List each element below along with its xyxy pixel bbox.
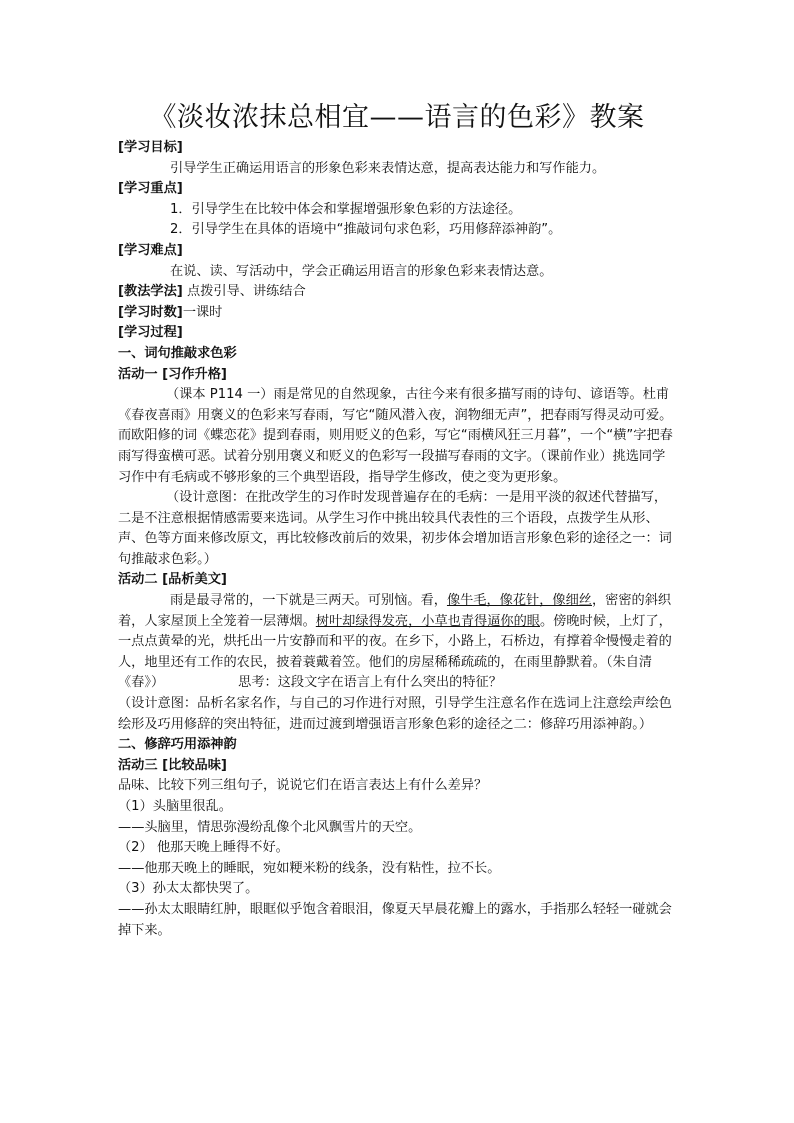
key-points-label: [学习重点] xyxy=(118,181,183,197)
methods-text: 点拨引导、讲练结合 xyxy=(182,284,306,300)
passage-text: 雨是最寻常的，一下就是三两天。可别恼。看， xyxy=(170,593,447,609)
think-question: 思考：这段文字在语言上有什么突出的特征？ xyxy=(238,675,502,691)
comparison-line: ——孙太太眼睛红肿，眼眶似乎饱含着眼泪，像夏天早晨花瓣上的露水，手指那么轻轻一碰就会掉下来。 xyxy=(118,901,672,938)
section2-heading: 二、修辞巧用添神韵 xyxy=(118,737,237,753)
activity2-passage xyxy=(118,591,678,694)
comparison-line: ——他那天晚上的睡眠，宛如粳米粉的线条，没有粘性，拉不长。 xyxy=(118,860,501,876)
hours-label: [学习时数] xyxy=(118,304,183,320)
activity2-design-note: （设计意图：品析名家名作，与自己的习作进行对照，引导学生注意名作在选词上注意绘声绘色绘形及巧用修辞的突出特征，进而过渡到增强语言形象色彩的途径之二：修辞巧用添神韵。） xyxy=(118,696,672,732)
passage-underlined: 树叶却绿得发亮，小草也青得逼你的眼 xyxy=(315,613,540,629)
passage-text: ，密密的斜织着，人家屋顶上全笼着一层薄烟。 xyxy=(118,593,672,629)
key-point-item: 2．引导学生在具体的语境中“推敲词句求色彩，巧用修辞添神韵”。 xyxy=(170,222,562,238)
hours-row xyxy=(118,303,678,324)
activity1-design-note: （设计意图：在批改学生的习作时发现普遍存在的毛病：一是用平淡的叙述代替描写，二是不注意根据情感需要来选词。从学生习作中挑出较具代表性的三个语段，点拨学生从形、声、色等方面来修改原文，再比较修改前后的效果，初步体会增加语言形象色彩的途径之一：词句推敲求色彩。） xyxy=(118,490,672,567)
passage-underlined: 像牛毛，像花针，像细丝 xyxy=(446,593,592,609)
key-point-item: 1．引导学生在比较中体会和掌握增强形象色彩的方法途径。 xyxy=(170,201,522,217)
comparison-line: （2） 他那天晚上睡得不好。 xyxy=(118,840,289,856)
objectives-text: 引导学生正确运用语言的形象色彩来表情达意，提高表达能力和写作能力。 xyxy=(170,160,606,176)
methods-row xyxy=(118,282,678,303)
activity1-paragraph: （课本 P114 一）雨是常见的自然现象，古往今来有很多描写雨的诗句、谚语等。杜甫《春夜喜雨》用褒义的色彩来写春雨，写它“随风潜入夜，润物细无声”，把春雨写得灵动可爱。而欧阳修的词《蝶恋花》提到春雨，则用贬义的色彩，写它“雨横风狂三月暮”，一个“横”字把春雨写得蛮横可恶。试着分别用褒义和贬义的色彩写一段描写春雨的文字。（课前作业）挑选同学习作中有毛病或不够形象的三个典型语段，指导学生修改，使之变为更形象。 xyxy=(118,387,673,485)
activity2-label: 活动二 [品析美文] xyxy=(118,572,227,588)
difficulties-text: 在说、读、写活动中，学会正确运用语言的形象色彩来表情达意。 xyxy=(170,263,553,279)
comparison-line: （3）孙太太都快哭了。 xyxy=(118,881,259,897)
methods-label: [教法学法] xyxy=(118,284,183,300)
activity1-label: 活动一 [习作升格] xyxy=(118,366,227,382)
objectives-label: [学习目标] xyxy=(118,140,183,155)
document-body xyxy=(118,138,678,941)
passage-text: 。傍晚时候，上灯了，一点点黄晕的光，烘托出一片安静而和平的夜。在乡下，小路上，石桥边，有撑着伞慢慢走着的人，地里还有工作的农民，披着蓑戴着笠。他们的房屋稀稀疏疏的，在雨里静默着。（朱自清《春》） xyxy=(118,613,672,691)
activity3-intro: 品味、比较下列三组句子，说说它们在语言表达上有什么差异？ xyxy=(118,778,488,794)
activity3-label: 活动三 [比较品味] xyxy=(118,757,227,773)
hours-text: 一课时 xyxy=(182,304,223,320)
comparison-line: （1）头脑里很乱。 xyxy=(118,799,232,814)
comparison-line: ——头脑里，情思弥漫纷乱像个北风飘雪片的天空。 xyxy=(118,819,422,835)
page-title: 《淡妆浓抹总相宜——语言的色彩》教案 xyxy=(149,102,645,133)
difficulties-label: [学习难点] xyxy=(118,242,183,258)
process-label: [学习过程] xyxy=(118,325,183,341)
section1-heading: 一、词句推敲求色彩 xyxy=(118,345,237,361)
